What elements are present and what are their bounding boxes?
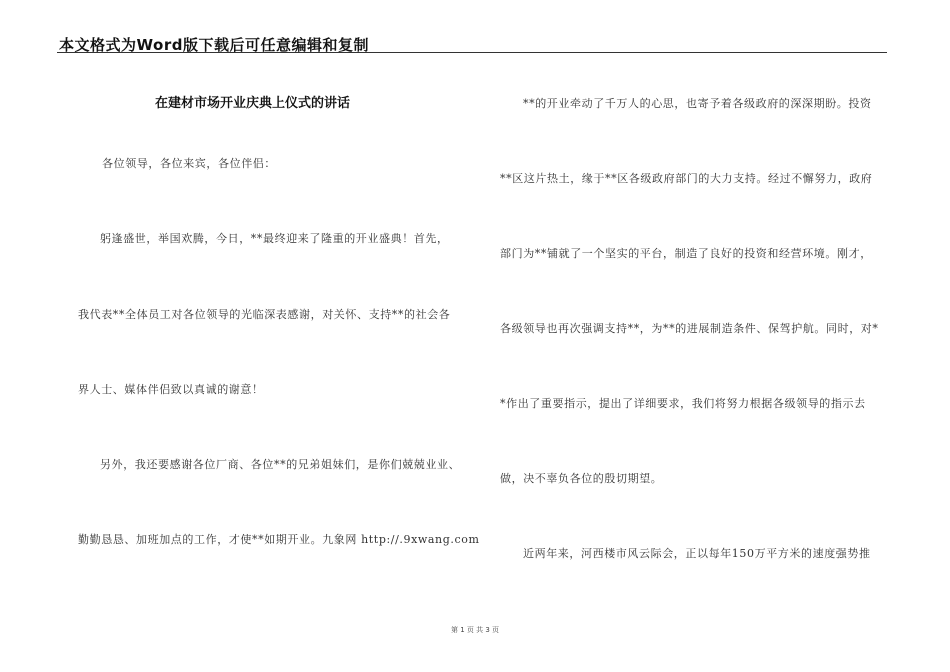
paragraph-line: **区这片热土，缘于**区各级政府部门的大力支持。经过不懈努力，政府 [500, 172, 873, 185]
paragraph-line: **的开业牵动了千万人的心思，也寄予着各级政府的深深期盼。投资 [523, 97, 872, 110]
paragraph-line: 我代表**全体员工对各位领导的光临深表感谢，对关怀、支持**的社会各 [78, 308, 451, 321]
page-footer: 第 1 页 共 3 页 [450, 626, 500, 634]
paragraph-line: 部门为**铺就了一个坚实的平台，制造了良好的投资和经营环境。刚才， [500, 247, 872, 260]
header-divider [57, 52, 887, 53]
speech-title: 在建材市场开业庆典上仪式的讲话 [155, 96, 351, 111]
paragraph-line: 躬逢盛世，举国欢腾，今日，**最终迎来了隆重的开业盛典！首先， [100, 232, 449, 245]
paragraph-line: 勤勤恳恳、加班加点的工作，才使**如期开业。九象网 http://.9xwang.com [78, 533, 480, 546]
document-header-title: 本文格式为Word版下载后可任意编辑和复制 [59, 36, 369, 54]
paragraph-line: 界人士、媒体伴侣致以真诚的谢意！ [78, 383, 264, 396]
paragraph-line: 做，决不辜负各位的殷切期望。 [500, 472, 663, 485]
paragraph-line: 近两年来，河西楼市风云际会，正以每年150万平方米的速度强势推 [523, 547, 871, 560]
paragraph-line: 另外，我还要感谢各位厂商、各位**的兄弟姐妹们，是你们兢兢业业、 [100, 458, 461, 471]
paragraph-line: *作出了重要指示，提出了详细要求，我们将努力根据各级领导的指示去 [500, 397, 866, 410]
paragraph-line: 各位领导，各位来宾，各位伴侣： [102, 157, 276, 170]
paragraph-line: 各级领导也再次强调支持**，为**的进展制造条件、保驾护航。同时，对* [500, 322, 879, 335]
